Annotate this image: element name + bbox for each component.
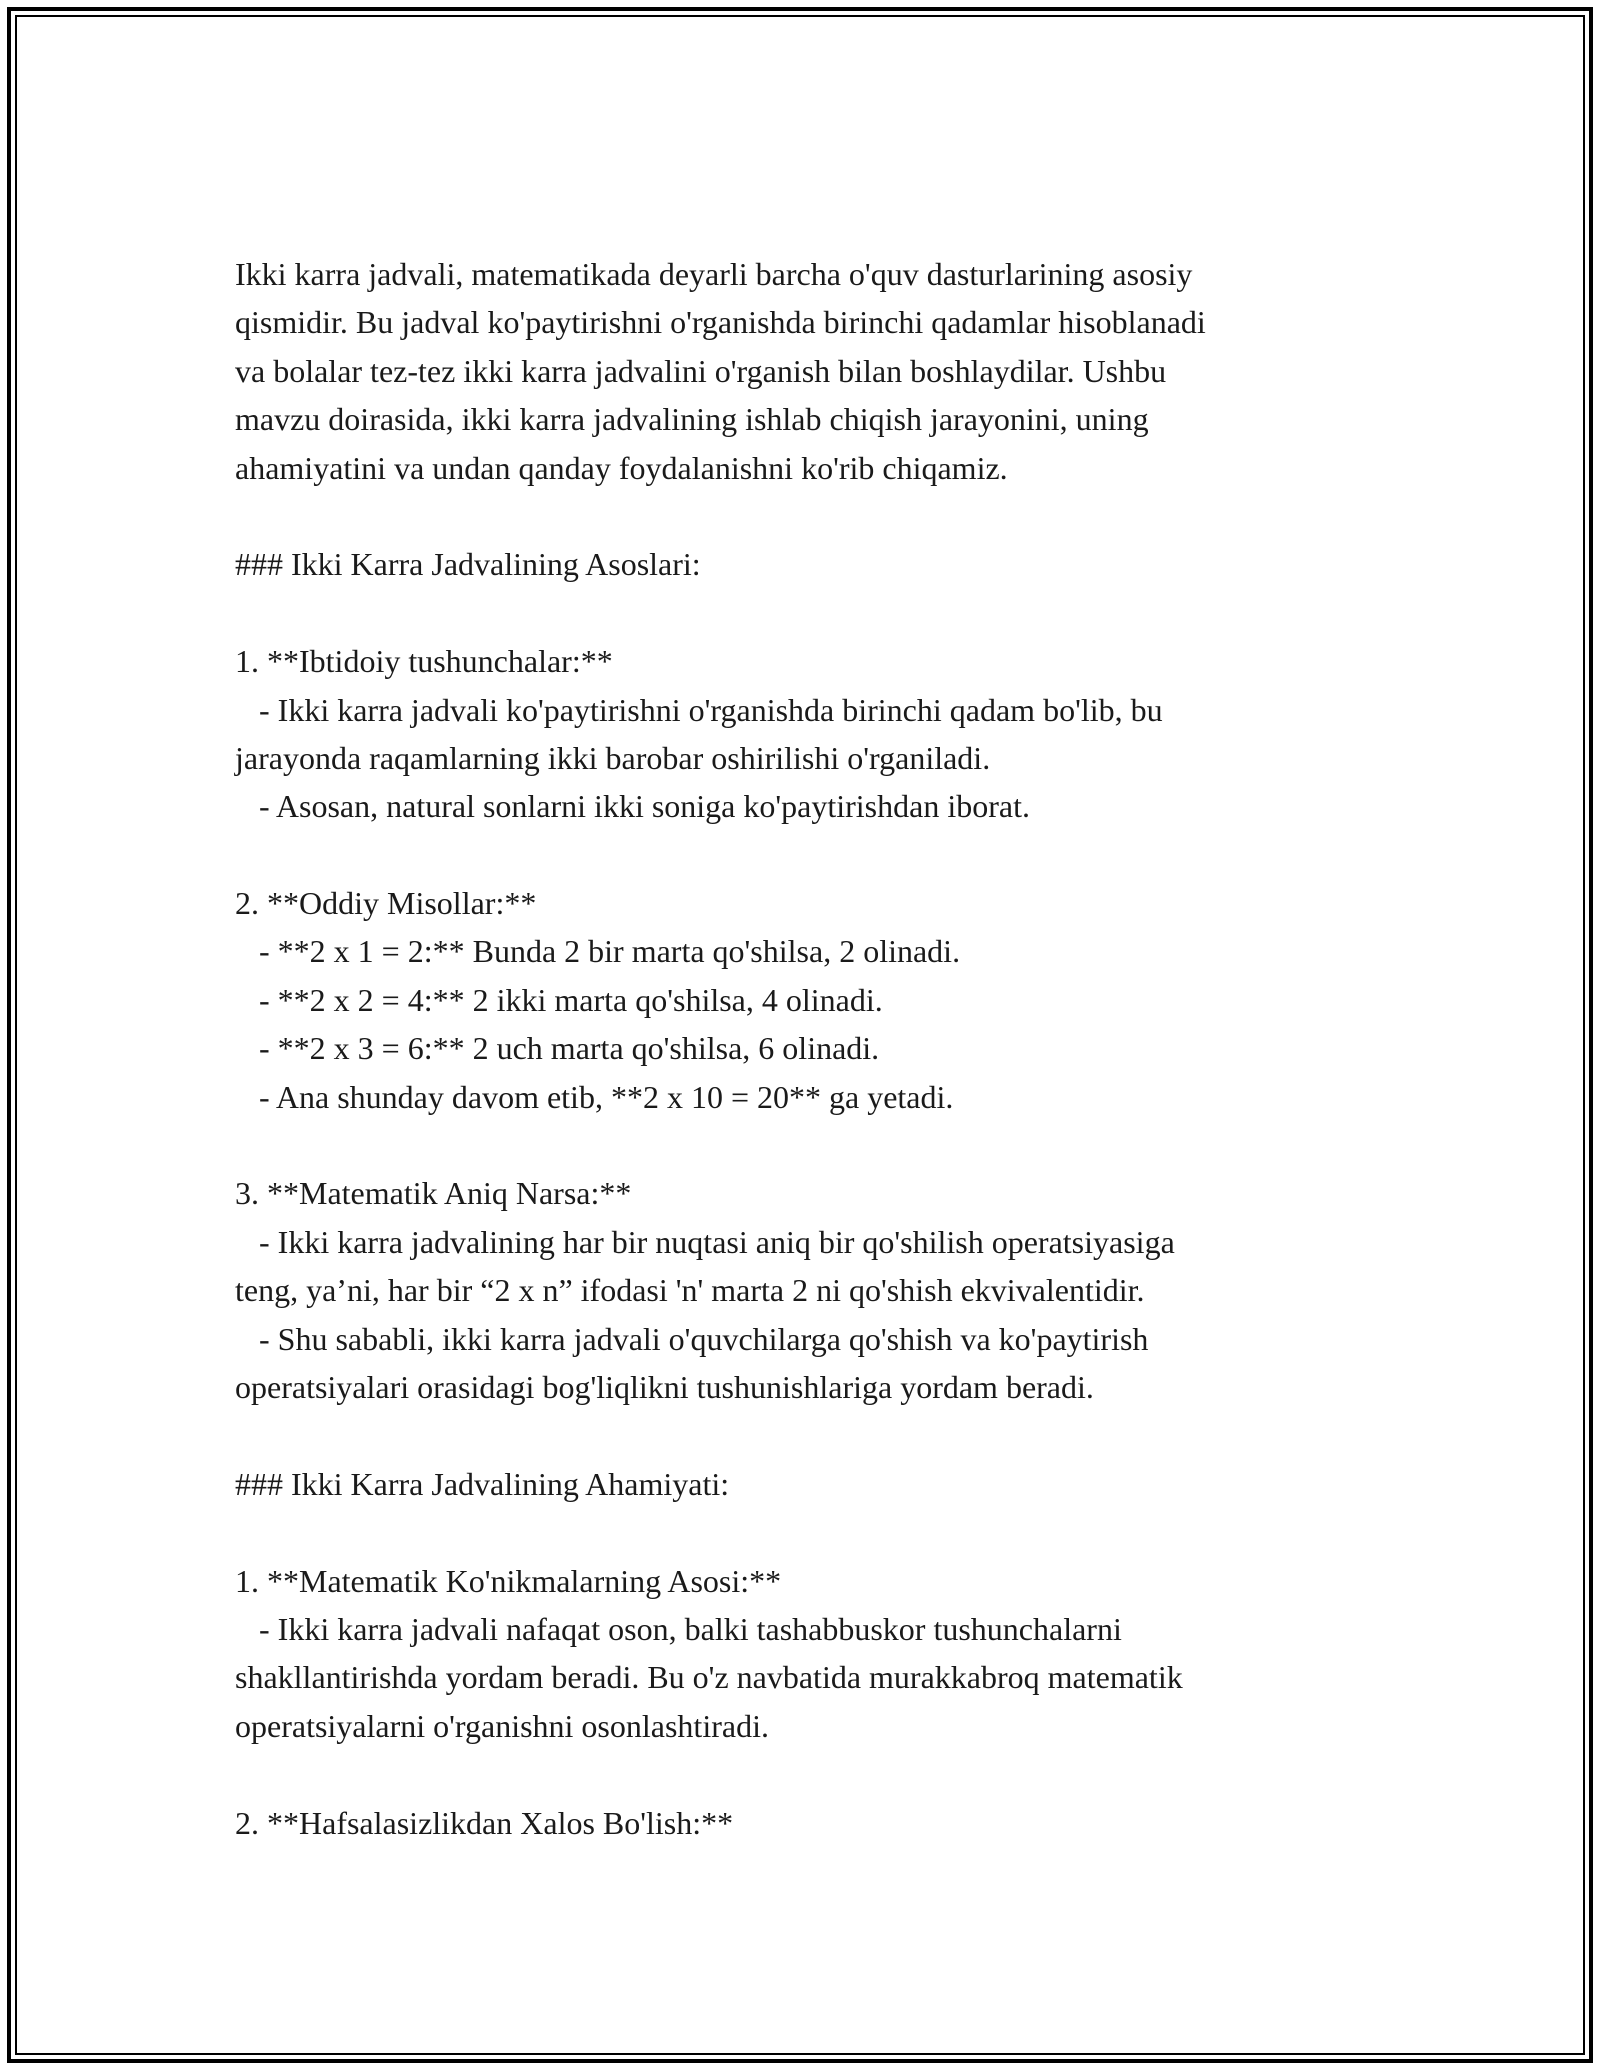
list-item-line: operatsiyalari orasidagi bog'liqlikni tushunishlariga yordam beradi. — [235, 1368, 1094, 1405]
intro-line: Ikki karra jadvali, matematikada deyarli barcha o'quv dasturlarining asosiy — [235, 256, 1193, 292]
list-item-line: - Asosan, natural sonlarni ikki soniga ko'paytirishdan iborat. — [235, 788, 1030, 825]
list-item-title: 1. **Ibtidoiy tushunchalar:** — [235, 643, 613, 680]
list-item-line: - **2 x 2 = 4:** 2 ikki marta qo'shilsa, 4 olinadi. — [235, 981, 883, 1018]
intro-line: va bolalar tez-tez ikki karra jadvalini o'rganish bilan boshlaydilar. Ushbu — [235, 352, 1167, 389]
list-item-line: - Ikki karra jadvalining har bir nuqtasi aniq bir qo'shilish operatsiyasiga — [235, 1223, 1175, 1260]
list-item-line: - Ikki karra jadvali ko'paytirishni o'rganishda birinchi qadam bo'lib, bu — [235, 691, 1163, 728]
list-item-ibtidoiy-tushunchalar — [235, 637, 1395, 831]
document-body — [235, 250, 1395, 1847]
spacer — [235, 1411, 1395, 1459]
list-item-line: teng, ya’ni, har bir “2 x n” ifodasi 'n' marta 2 ni qo'shish ekvivalentidir. — [235, 1272, 1145, 1309]
spacer — [235, 1508, 1395, 1556]
spacer — [235, 1121, 1395, 1169]
list-item-matematik-aniq-narsa — [235, 1169, 1395, 1411]
section-heading-ahamiyati: ### Ikki Karra Jadvalining Ahamiyati: — [235, 1465, 730, 1502]
list-item-title: 2. **Oddiy Misollar:** — [235, 885, 537, 922]
section-heading-asoslari: ### Ikki Karra Jadvalining Asoslari: — [235, 546, 701, 583]
intro-line: qismidir. Bu jadval ko'paytirishni o'rganishda birinchi qadamlar hisoblanadi — [235, 304, 1206, 341]
intro-paragraph — [235, 250, 1395, 492]
list-item-line: jarayonda raqamlarning ikki barobar oshirilishi o'rganiladi. — [235, 739, 991, 776]
spacer — [235, 492, 1395, 540]
list-item-hafsalasizlik — [235, 1799, 1395, 1847]
list-item-title: 3. **Matematik Aniq Narsa:** — [235, 1175, 632, 1212]
intro-line: mavzu doirasida, ikki karra jadvalining ishlab chiqish jarayonini, uning — [235, 401, 1149, 438]
intro-line: ahamiyatini va undan qanday foydalanishni ko'rib chiqamiz. — [235, 449, 1008, 486]
list-item-line: - Ikki karra jadvali nafaqat oson, balki tashabbuskor tushunchalarni — [235, 1610, 1122, 1647]
list-item-line: operatsiyalarni o'rganishni osonlashtiradi. — [235, 1707, 769, 1744]
list-item-oddiy-misollar — [235, 879, 1395, 1121]
list-item-line: - Ana shunday davom etib, **2 x 10 = 20** ga yetadi. — [235, 1078, 954, 1115]
list-item-konikmalar-asosi — [235, 1557, 1395, 1751]
spacer — [235, 589, 1395, 637]
list-item-line: - **2 x 3 = 6:** 2 uch marta qo'shilsa, 6 olinadi. — [235, 1030, 880, 1067]
list-item-line: - **2 x 1 = 2:** Bunda 2 bir marta qo'shilsa, 2 olinadi. — [235, 933, 961, 970]
spacer — [235, 1750, 1395, 1798]
list-item-line: shakllantirishda yordam beradi. Bu o'z navbatida murakkabroq matematik — [235, 1659, 1183, 1696]
list-item-title: 2. **Hafsalasizlikdan Xalos Bo'lish:** — [235, 1804, 734, 1841]
spacer — [235, 831, 1395, 879]
list-item-title: 1. **Matematik Ko'nikmalarning Asosi:** — [235, 1562, 782, 1599]
list-item-line: - Shu sababli, ikki karra jadvali o'quvchilarga qo'shish va ko'paytirish — [235, 1320, 1149, 1357]
